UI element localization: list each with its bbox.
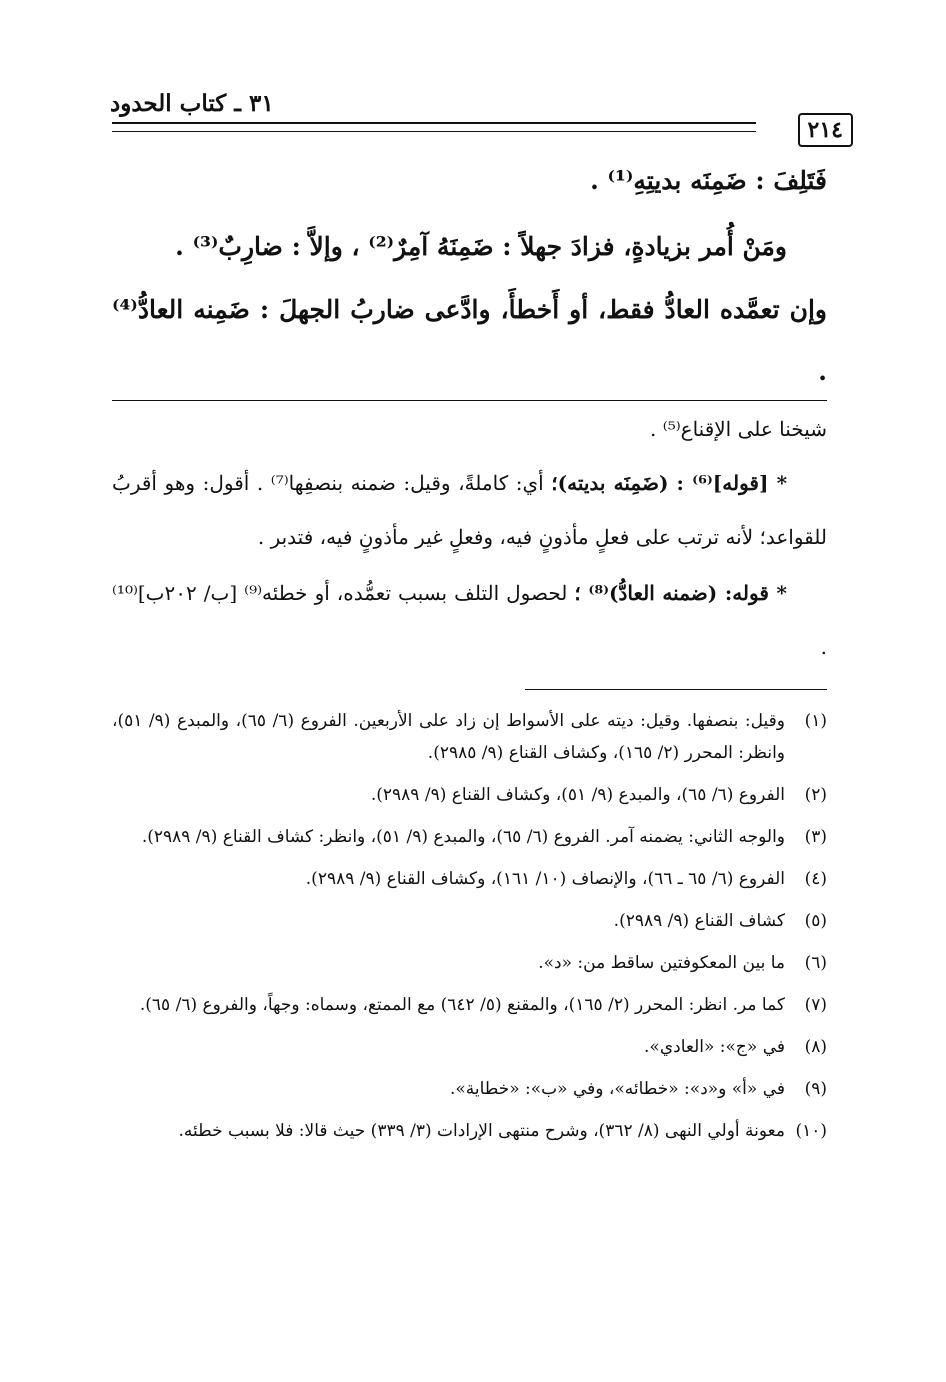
sharh-paragraph-2 <box>112 456 827 564</box>
sharh-text-1: شيخنا على الإقناع⁽⁵⁾ . <box>650 417 827 441</box>
footnote-divider <box>525 689 827 690</box>
footnote-text: والوجه الثاني: يضمنه آمر. الفروع (٦/ ٦٥)، والمبدع (٩/ ٥١)، وانظر: كشاف القناع (٩/ ٢٩٨٩). <box>141 827 785 847</box>
matn-sharh-divider <box>112 400 827 401</box>
matn-text-2: ومَنْ أُمر بزيادةٍ، فزادَ جهلاً : ضَمِنَهُ آمِرٌ⁽²⁾ ، وإلاَّ : ضارِبٌ⁽³⁾ . <box>175 232 787 261</box>
footnote-number: (١) <box>804 711 827 731</box>
footnote-number: (٥) <box>804 911 827 931</box>
matn-text-3: وإن تعمَّده العادُّ فقط، أو أَخطأَ، وادَّعى ضاربُ الجهلَ : ضَمِنه العادُّ⁽⁴⁾ . <box>112 295 827 386</box>
footnote-text: معونة أولي النهى (٨/ ٣٦٢)، وشرح منتهى الإرادات (٣/ ٣٣٩) حيث قالا: فلا بسبب خطئه. <box>178 1121 785 1141</box>
footnote-number: (٧) <box>804 995 827 1015</box>
chapter-title: ٣١ ـ كتاب الحدود <box>110 90 274 117</box>
sharh-paragraph-3-text <box>112 566 827 674</box>
page-number: ٢١٤ <box>798 113 853 147</box>
sharh-paragraph-3 <box>112 566 827 674</box>
footnote-number: (٣) <box>804 827 827 847</box>
sharh-paragraph-2-body: أي: كاملةً، وقيل: ضمنه بنصفِها⁽⁷⁾ . أقول: وهو أقربُ للقواعد؛ لأنه ترتب على فعلٍ مأذونٍ فيه، وفعلٍ غير مأذونٍ فيه، فتدبر . <box>112 471 827 549</box>
sharh-quote-marker-1: * [قوله]⁽⁶⁾ : (ضَمِنَه بديته)؛ <box>551 471 788 495</box>
footnote-text: ما بين المعكوفتين ساقط من: «د». <box>538 953 785 973</box>
footnote-item <box>112 947 827 979</box>
footnote-number: (٢) <box>804 785 827 805</box>
footnote-item <box>112 989 827 1021</box>
footnote-text: الفروع (٦/ ٦٥)، والمبدع (٩/ ٥١)، وكشاف القناع (٩/ ٢٩٨٩). <box>370 785 785 805</box>
footnote-item <box>112 779 827 811</box>
footnote-item <box>112 821 827 853</box>
footnote-text: في «ج»: «العادي». <box>644 1037 785 1057</box>
sharh-paragraph-2-text <box>112 456 827 564</box>
footnote-number: (٦) <box>804 953 827 973</box>
matn-line-3 <box>112 279 827 403</box>
matn-line-1 <box>112 150 827 212</box>
footnote-number: (١٠) <box>795 1121 827 1141</box>
footnote-number: (٨) <box>804 1037 827 1057</box>
footnote-item <box>112 705 827 769</box>
footnote-number: (٩) <box>804 1079 827 1099</box>
footnote-text: وقيل: بنصفها. وقيل: ديته على الأسواط إن زاد على الأربعين. الفروع (٦/ ٦٥)، والمبدع (٩/ ٥١)، وانظر: المحرر (٢/ ١٦٥)، وكشاف القناع (٩/ ٢٩٨٥). <box>112 711 785 763</box>
footnote-item <box>112 1073 827 1105</box>
footnote-text: الفروع (٦/ ٦٥ ـ ٦٦)، والإنصاف (١٠/ ١٦١)، وكشاف القناع (٩/ ٢٩٨٩). <box>305 869 785 889</box>
header-rule <box>112 122 756 132</box>
footnote-item <box>112 905 827 937</box>
footnote-item <box>112 1031 827 1063</box>
footnote-text: في «أ» و«د»: «خطائه»، وفي «ب»: «خطاية». <box>449 1079 785 1099</box>
sharh-line-1 <box>112 402 827 456</box>
matn-text-1: فَتَلِفَ : ضَمِنَه بديتِهِ⁽¹⁾ . <box>590 166 827 195</box>
footnote-item <box>112 863 827 895</box>
matn-line-2 <box>112 216 827 278</box>
footnote-item <box>112 1115 827 1147</box>
footnotes <box>112 705 827 1157</box>
sharh-quote-marker-2: * قوله: (ضمنه العادُّ)⁽⁸⁾ ؛ <box>574 581 787 605</box>
sharh-paragraph-3-body: لحصول التلف بسبب تعمُّده، أو خطئه⁽⁹⁾ [ب/ ٢٠٢ب]⁽¹⁰⁾ . <box>112 581 827 659</box>
footnote-text: كما مر. انظر: المحرر (٢/ ١٦٥)، والمقنع (٥/ ٦٤٢) مع الممتع، وسماه: وجهاً، والفروع (٦/ ٦٥). <box>139 995 785 1015</box>
footnote-text: كشاف القناع (٩/ ٢٩٨٩). <box>613 911 785 931</box>
footnote-number: (٤) <box>804 869 827 889</box>
